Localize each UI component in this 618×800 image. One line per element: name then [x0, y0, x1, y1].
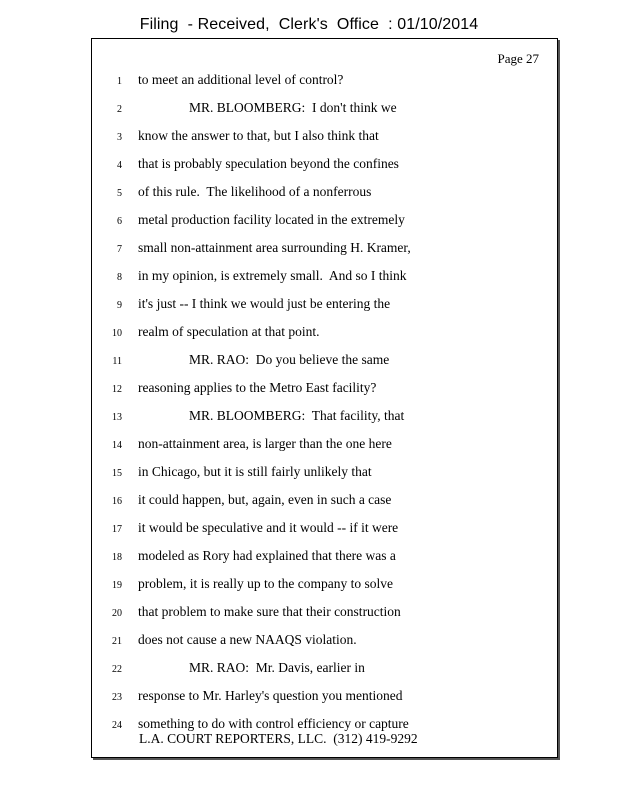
line-number: 24 — [112, 720, 122, 731]
transcript-line — [92, 380, 557, 400]
line-text: of this rule. The likelihood of a nonferrous — [138, 184, 372, 199]
transcript-line — [92, 296, 557, 316]
line-text: in Chicago, but it is still fairly unlikely that — [138, 464, 372, 479]
transcript-line — [92, 436, 557, 456]
transcript-line — [92, 408, 557, 428]
line-text: it could happen, but, again, even in such a case — [138, 492, 392, 507]
line-number: 9 — [117, 300, 122, 311]
line-number: 17 — [112, 524, 122, 535]
transcript-line — [92, 184, 557, 204]
line-text: that problem to make sure that their construction — [138, 604, 401, 619]
transcript-line — [92, 100, 557, 120]
filing-stamp-header: Filing - Received, Clerk's Office : 01/10/2014 — [139, 16, 479, 33]
line-text: it would be speculative and it would -- if it were — [138, 520, 399, 535]
line-number: 12 — [112, 384, 122, 395]
line-number: 16 — [112, 496, 122, 507]
line-number: 21 — [112, 636, 122, 647]
line-text: to meet an additional level of control? — [138, 72, 344, 87]
line-text: problem, it is really up to the company to solve — [138, 576, 393, 591]
line-text: MR. BLOOMBERG: I don't think we — [189, 100, 397, 115]
line-number: 11 — [112, 356, 122, 367]
line-text: modeled as Rory had explained that there was a — [138, 548, 396, 563]
line-text: response to Mr. Harley's question you mentioned — [138, 688, 403, 703]
line-text: MR. BLOOMBERG: That facility, that — [189, 408, 405, 423]
line-text: reasoning applies to the Metro East facility? — [138, 380, 377, 395]
page-number: Page 27 — [497, 51, 539, 66]
line-number: 8 — [117, 272, 122, 283]
transcript-line — [92, 492, 557, 512]
line-number: 13 — [112, 412, 122, 423]
line-text: that is probably speculation beyond the confines — [138, 156, 399, 171]
line-text: something to do with control efficiency or capture — [138, 716, 409, 731]
transcript-line — [92, 268, 557, 288]
line-number: 14 — [112, 440, 122, 451]
line-text: MR. RAO: Mr. Davis, earlier in — [189, 660, 365, 675]
line-text: does not cause a new NAAQS violation. — [138, 632, 357, 647]
line-text: non-attainment area, is larger than the one here — [138, 436, 392, 451]
line-text: it's just -- I think we would just be entering the — [138, 296, 391, 311]
line-number: 23 — [112, 692, 122, 703]
transcript-line — [92, 604, 557, 624]
line-number: 20 — [112, 608, 122, 619]
line-number: 4 — [117, 160, 122, 171]
line-number: 18 — [112, 552, 122, 563]
line-number: 1 — [117, 76, 122, 87]
line-text: small non-attainment area surrounding H. Kramer, — [138, 240, 411, 255]
transcript-line — [92, 632, 557, 652]
transcript-line — [92, 156, 557, 176]
line-number: 10 — [112, 328, 122, 339]
transcript-line — [92, 660, 557, 680]
line-number: 15 — [112, 468, 122, 479]
line-number: 3 — [117, 132, 122, 143]
line-number: 6 — [117, 216, 122, 227]
line-number: 7 — [117, 244, 122, 255]
transcript-line — [92, 324, 557, 344]
transcript-line — [92, 352, 557, 372]
line-text: in my opinion, is extremely small. And so I think — [138, 268, 407, 283]
transcript-line — [92, 520, 557, 540]
line-text: know the answer to that, but I also think that — [138, 128, 379, 143]
transcript-line — [92, 688, 557, 708]
transcript-line — [92, 464, 557, 484]
transcript-line — [92, 548, 557, 568]
transcript-line — [92, 128, 557, 148]
line-number: 5 — [117, 188, 122, 199]
line-text: realm of speculation at that point. — [138, 324, 320, 339]
transcript-line — [92, 72, 557, 92]
transcript-line — [92, 576, 557, 596]
line-number: 2 — [117, 104, 122, 115]
line-number: 22 — [112, 664, 122, 675]
line-number: 19 — [112, 580, 122, 591]
transcript-page — [91, 38, 558, 758]
line-text: metal production facility located in the extremely — [138, 212, 405, 227]
line-text: MR. RAO: Do you believe the same — [189, 352, 390, 367]
transcript-line — [92, 240, 557, 260]
transcript-line — [92, 212, 557, 232]
court-reporter-footer: L.A. COURT REPORTERS, LLC. (312) 419-9292 — [139, 731, 418, 746]
